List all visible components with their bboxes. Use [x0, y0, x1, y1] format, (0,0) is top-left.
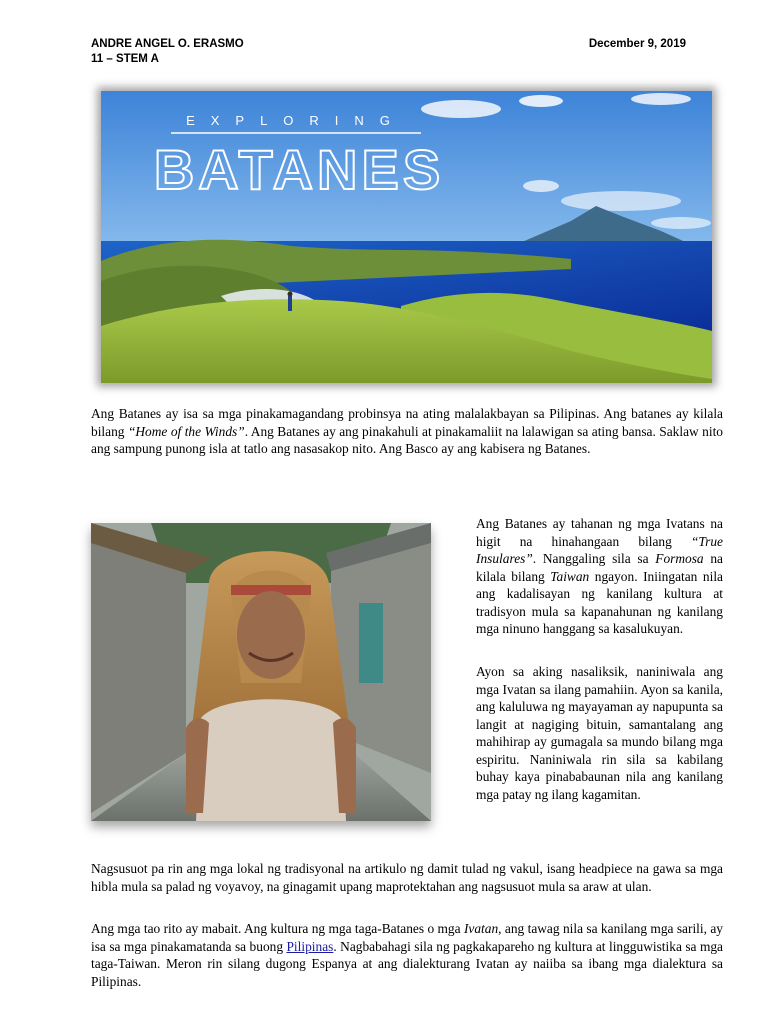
culture-paragraph: Ang mga tao rito ay mabait. Ang kultura ng mga taga-Batanes o mga Ivatan, ang tawag nila sa kanilang mga sarili, ay isa sa mga pinakamatanda sa buong Pilipinas. Nagbabahagi sila ng pagkakapareho ng kultura at lingguwistika sa mga taga-Taiwan. Meron rin silang dugong Espanya at ang dialekturang Ivatan ay naiiba sa ibang mga dialektura sa Pilipinas.	[91, 921, 723, 989]
beliefs-paragraph: Ayon sa aking nasaliksik, naniniwala ang mga Ivatan sa ilang pamahiin. Ayon sa kanila, ang kaluluwa ng mayayaman ay napupunta sa langit at nagiging bituin, samantalang ang mahihirap ay gumagala sa mundo bilang mga espiritu. Naniniwala rin sila sa kabilang buhay kaya pinababaunan nila ang kanilang mga patay ng ilang kagamitan.	[476, 664, 723, 802]
banner-kicker: EXPLORING	[186, 113, 406, 128]
batanes-banner-image	[101, 91, 712, 383]
ivatan-woman-photo	[91, 523, 431, 821]
class-section: 11 – STEM A	[91, 53, 159, 65]
pilipinas-link[interactable]: Pilipinas	[286, 938, 334, 954]
intro-paragraph: Ang Batanes ay isa sa mga pinakamagandang probinsya na ating malalakbayan sa Pilipinas. Ang batanes ay kilala bilang “Home of the Winds”. Ang Batanes ay ang pinakahuli at pinakamaliit na lalawigan sa ating bansa. Saklaw nito ang sampung punong isla at tatlo ang nasasakop nito. Ang Basco ay ang kabisera ng Batanes.	[91, 406, 723, 456]
ivatan-people-paragraph: Ang Batanes ay tahanan ng mga Ivatans na higit na hinahangaan bilang “True Insulares”. Nanggaling sila sa Formosa na kilala bilang Taiwan ngayon. Iniingatan nila ang kadalisayan ng kanilang kultura at tradisyon mula sa kapanahunan ng kanilang mga ninuno hanggang sa kasalukuyan.	[476, 516, 723, 636]
author-name: ANDRE ANGEL O. ERASMO	[91, 38, 244, 50]
document-date: December 9, 2019	[588, 38, 686, 50]
clothing-paragraph: Nagsusuot pa rin ang mga lokal ng tradisyonal na artikulo ng damit tulad ng vakul, isang headpiece na gawa sa mga hibla mula sa palad ng voyavoy, na ginagamit upang maprotektahan ang nagsusuot mula sa araw at ulan.	[91, 861, 723, 894]
banner-title: BATANES	[153, 138, 445, 201]
